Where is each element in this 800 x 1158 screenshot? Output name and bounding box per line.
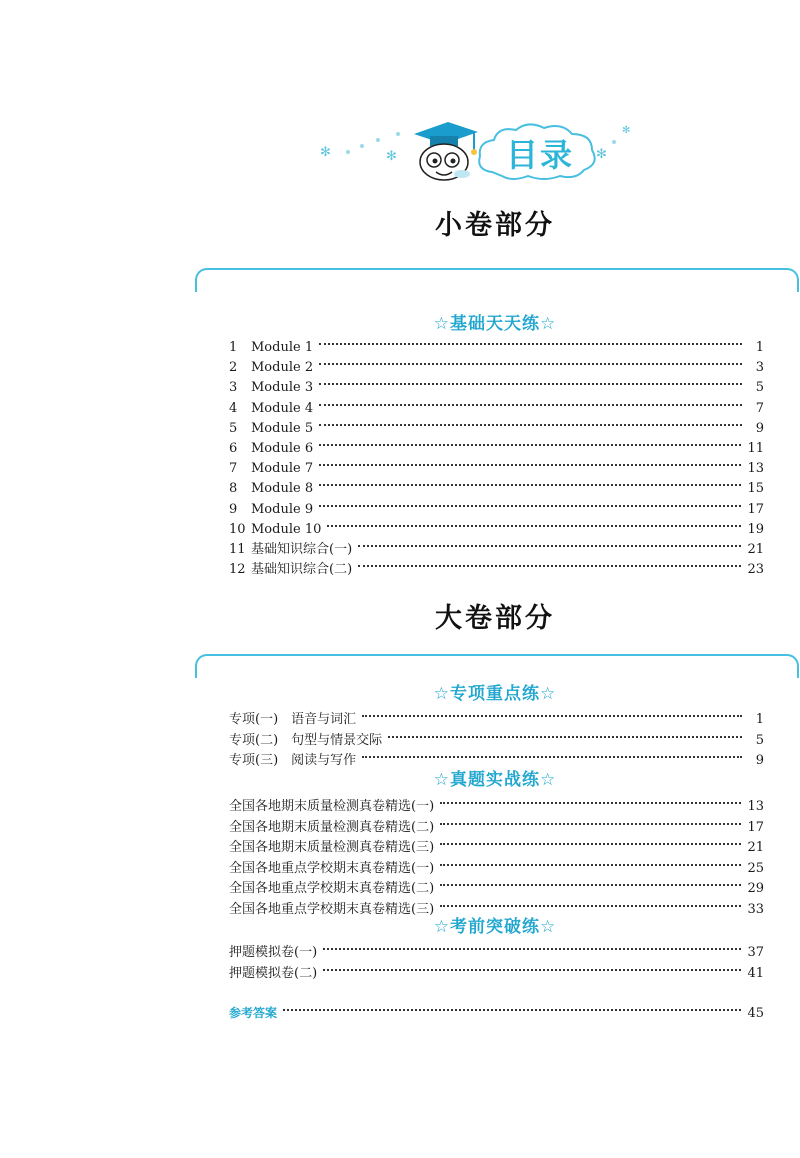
toc-entry-page: 9 bbox=[755, 420, 764, 436]
toc-entry-number: 10 bbox=[229, 521, 246, 537]
toc-entry-title: 押题模拟卷(二) bbox=[229, 966, 318, 981]
toc-entry-number: 12 bbox=[229, 562, 246, 578]
toc-entry[interactable] bbox=[229, 811, 764, 835]
toc-entry-page: 9 bbox=[755, 753, 764, 768]
large-part-frame bbox=[195, 654, 799, 678]
toc-leader bbox=[323, 957, 741, 977]
toc-entry-page: 21 bbox=[747, 840, 764, 856]
toc-title: 目录 bbox=[505, 136, 574, 174]
toc-leader bbox=[319, 351, 742, 371]
toc-entry-number: 4 bbox=[229, 400, 238, 416]
toc-entry[interactable] bbox=[229, 703, 764, 727]
decor-dot bbox=[396, 132, 400, 136]
toc-leader bbox=[440, 831, 741, 851]
toc-entry-number: 3 bbox=[229, 380, 238, 396]
toc-entry-page: 7 bbox=[755, 400, 764, 416]
toc-entry-page: 45 bbox=[747, 1006, 764, 1021]
toc-leader bbox=[327, 513, 741, 533]
toc-entry-number: 2 bbox=[229, 360, 238, 376]
toc-leader bbox=[362, 744, 742, 764]
sub-heading-real-label: 真题实战练 bbox=[450, 770, 540, 790]
decor-dot bbox=[346, 150, 350, 154]
toc-leader bbox=[319, 331, 742, 351]
toc-entry[interactable] bbox=[229, 553, 764, 578]
small-part-frame bbox=[195, 268, 799, 292]
star-icon: ☆ bbox=[540, 770, 557, 790]
toc-leader bbox=[319, 493, 741, 513]
toc-entry[interactable] bbox=[229, 744, 764, 768]
small-part-heading: 小卷部分 bbox=[435, 210, 555, 241]
toc-leader bbox=[362, 703, 742, 723]
toc-leader bbox=[319, 392, 742, 412]
toc-entry-title: 全国各地重点学校期末真卷精选(二) bbox=[229, 881, 435, 897]
star-icon: ☆ bbox=[433, 770, 450, 790]
toc-entry-title: 全国各地重点学校期末真卷精选(一) bbox=[229, 860, 435, 876]
toc-leader bbox=[440, 852, 741, 872]
toc-entry[interactable] bbox=[229, 371, 764, 396]
toc-entry[interactable] bbox=[229, 872, 764, 897]
toc-entry[interactable] bbox=[229, 392, 764, 416]
toc-entry-title: Module 9 bbox=[251, 501, 314, 517]
star-icon: ☆ bbox=[433, 314, 450, 334]
star-icon: ☆ bbox=[540, 917, 557, 937]
toc-entry-page: 5 bbox=[755, 732, 764, 748]
sub-heading-special-label: 专项重点练 bbox=[450, 684, 540, 704]
toc-entry-number: 8 bbox=[229, 481, 238, 497]
sub-heading-special bbox=[230, 679, 760, 704]
toc-entry-title: 全国各地重点学校期末真卷精选(三) bbox=[229, 902, 435, 917]
toc-entry-page: 17 bbox=[747, 501, 764, 517]
toc-entry-page: 25 bbox=[747, 860, 764, 876]
toc-entry-title: Module 4 bbox=[251, 400, 314, 416]
toc-entry-page: 13 bbox=[747, 799, 764, 814]
toc-entry-title: 全国各地期末质量检测真卷精选(三) bbox=[229, 840, 435, 856]
toc-entry[interactable] bbox=[229, 432, 764, 456]
snowflake-icon: ✻ bbox=[386, 149, 397, 164]
sub-heading-basic-label: 基础天天练 bbox=[450, 314, 540, 334]
toc-entry[interactable] bbox=[229, 724, 764, 748]
toc-entry-page: 11 bbox=[747, 441, 764, 456]
toc-entry-title: Module 1 bbox=[251, 340, 314, 355]
toc-entry-page: 19 bbox=[747, 521, 764, 537]
star-icon: ☆ bbox=[433, 917, 450, 937]
toc-entry-page: 17 bbox=[747, 819, 764, 835]
toc-entry-number: 1 bbox=[229, 340, 238, 355]
toc-entry-title: 基础知识综合(一) bbox=[251, 542, 353, 557]
toc-entry-title: 全国各地期末质量检测真卷精选(一) bbox=[229, 799, 435, 814]
toc-leader bbox=[440, 790, 741, 810]
toc-entry[interactable] bbox=[229, 513, 764, 537]
sub-heading-final-label: 考前突破练 bbox=[450, 917, 540, 937]
snowflake-icon: ✻ bbox=[622, 125, 631, 136]
snowflake-icon: ✻ bbox=[596, 147, 607, 162]
star-icon: ☆ bbox=[540, 314, 557, 334]
toc-entry[interactable] bbox=[229, 412, 764, 436]
toc-leader bbox=[319, 472, 741, 492]
toc-entry-title: Module 3 bbox=[251, 380, 314, 396]
toc-entry[interactable] bbox=[229, 331, 764, 355]
toc-entry-title: Module 8 bbox=[251, 481, 314, 497]
decor-dot bbox=[376, 138, 380, 142]
toc-entry[interactable] bbox=[229, 533, 764, 557]
snowflake-icon: ✻ bbox=[320, 145, 331, 160]
toc-entry-number: 11 bbox=[229, 542, 246, 557]
toc-entry-page: 33 bbox=[747, 902, 764, 917]
toc-leader bbox=[319, 412, 742, 432]
toc-entry[interactable] bbox=[229, 852, 764, 876]
toc-entry-title: Module 10 bbox=[251, 521, 322, 537]
toc-entry[interactable] bbox=[229, 790, 764, 814]
toc-leader bbox=[323, 936, 741, 956]
toc-leader bbox=[319, 452, 741, 472]
toc-entry-title: 参考答案 bbox=[229, 1006, 278, 1020]
toc-entry-page: 5 bbox=[755, 380, 764, 396]
toc-entry-page: 23 bbox=[747, 562, 764, 578]
toc-entry-title: 专项(一) 语音与词汇 bbox=[229, 712, 357, 727]
toc-entry[interactable] bbox=[229, 472, 764, 497]
toc-entry-page: 1 bbox=[755, 712, 764, 727]
toc-entry-page: 41 bbox=[747, 966, 764, 981]
toc-entry-title: Module 5 bbox=[251, 420, 314, 436]
star-icon: ☆ bbox=[433, 684, 450, 704]
toc-entry-title: Module 6 bbox=[251, 441, 314, 456]
toc-entry-title: 押题模拟卷(一) bbox=[229, 945, 318, 960]
decor-dot bbox=[360, 144, 364, 148]
toc-leader bbox=[319, 432, 741, 452]
toc-entry-page: 3 bbox=[755, 360, 764, 376]
toc-leader bbox=[388, 724, 742, 744]
toc-leader bbox=[358, 533, 741, 553]
toc-entry-number: 9 bbox=[229, 501, 238, 517]
toc-entry-answers[interactable] bbox=[229, 997, 764, 1021]
toc-entry-page: 37 bbox=[747, 945, 764, 960]
toc-entry[interactable] bbox=[229, 936, 764, 960]
toc-header bbox=[320, 110, 640, 190]
toc-leader bbox=[283, 997, 741, 1017]
star-icon: ☆ bbox=[540, 684, 557, 704]
toc-entry-number: 7 bbox=[229, 461, 238, 477]
toc-entry-page: 1 bbox=[755, 340, 764, 355]
toc-entry-title: 专项(二) 句型与情景交际 bbox=[229, 732, 383, 748]
toc-entry[interactable] bbox=[229, 893, 764, 917]
toc-entry[interactable] bbox=[229, 452, 764, 477]
toc-entry-page: 15 bbox=[747, 481, 764, 497]
toc-entry[interactable] bbox=[229, 493, 764, 517]
toc-entry-title: Module 2 bbox=[251, 360, 314, 376]
toc-leader bbox=[358, 553, 741, 573]
toc-entry-number: 5 bbox=[229, 420, 238, 436]
mascot-graduate-icon bbox=[408, 116, 480, 186]
toc-entry[interactable] bbox=[229, 351, 764, 376]
toc-entry-title: 全国各地期末质量检测真卷精选(二) bbox=[229, 819, 435, 835]
toc-leader bbox=[440, 872, 741, 892]
toc-leader bbox=[440, 893, 741, 913]
toc-leader bbox=[319, 371, 742, 391]
large-part-heading: 大卷部分 bbox=[435, 603, 555, 634]
toc-entry-page: 29 bbox=[747, 881, 764, 897]
toc-entry-title: Module 7 bbox=[251, 461, 314, 477]
decor-dot bbox=[612, 140, 616, 144]
toc-entry[interactable] bbox=[229, 831, 764, 856]
toc-entry-number: 6 bbox=[229, 441, 238, 456]
toc-leader bbox=[440, 811, 741, 831]
toc-entry[interactable] bbox=[229, 957, 764, 981]
toc-entry-title: 专项(三) 阅读与写作 bbox=[229, 753, 357, 768]
toc-entry-page: 13 bbox=[747, 461, 764, 477]
toc-entry-title: 基础知识综合(二) bbox=[251, 562, 353, 578]
toc-entry-page: 21 bbox=[747, 542, 764, 557]
